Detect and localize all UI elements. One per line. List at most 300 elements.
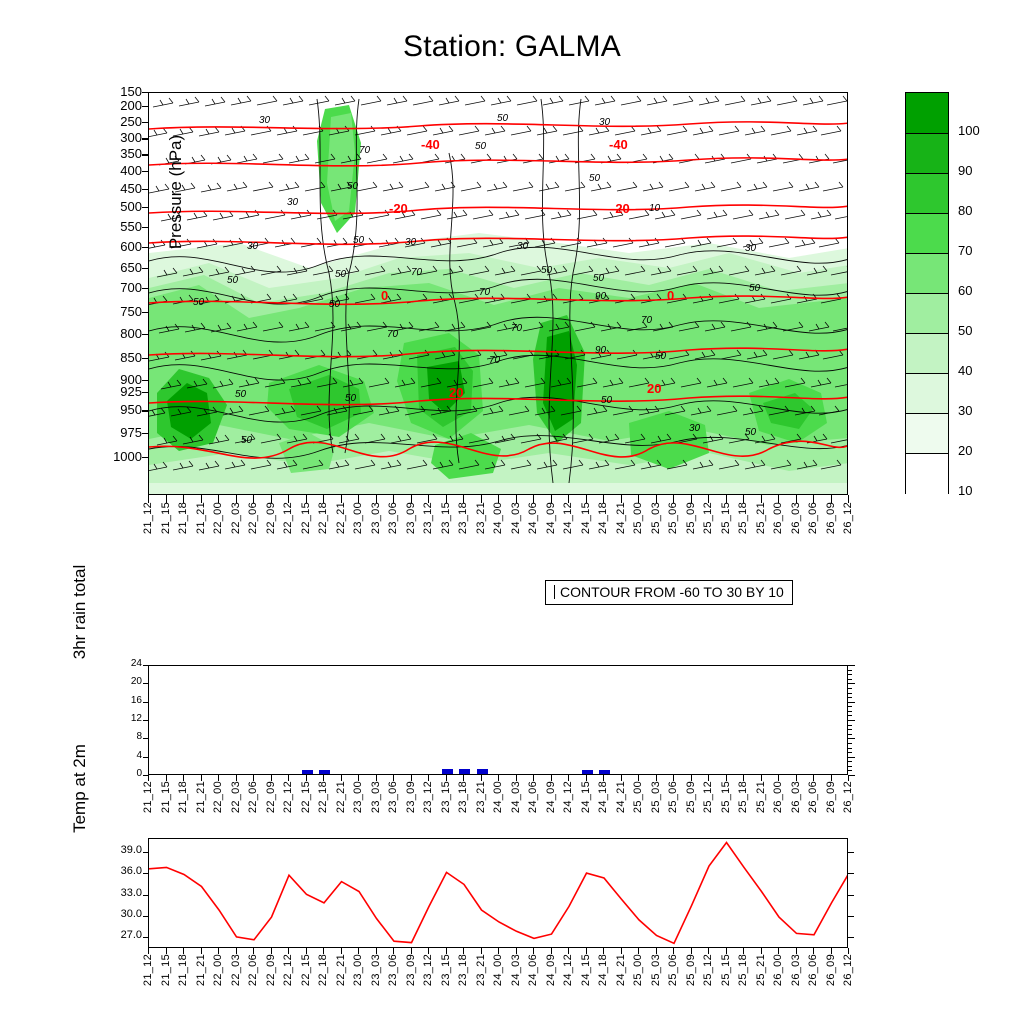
pressure-tick-label: 1000	[113, 448, 142, 464]
time-tick-label: 24_03	[509, 954, 522, 987]
time-tick-label: 23_00	[352, 781, 364, 814]
pressure-tick-label: 600	[120, 239, 142, 255]
contour-label-0-a: 0	[381, 288, 389, 303]
temp-minor-tick	[848, 852, 854, 853]
time-tick-label: 24_18	[597, 954, 609, 987]
iso-label: 30	[689, 423, 701, 434]
rain-minor-tick	[848, 761, 852, 762]
iso-label: 30	[247, 241, 259, 252]
time-tick-label: 21_21	[194, 954, 207, 987]
iso-label: 70	[489, 355, 501, 366]
time-tick-label: 26_12	[842, 954, 854, 987]
time-tick-label: 23_18	[457, 954, 469, 987]
note-divider-icon	[554, 585, 555, 599]
time-tick-label: 22_09	[264, 954, 277, 987]
time-tick-label: 25_06	[667, 781, 679, 814]
pressure-tick-mark	[142, 247, 148, 248]
rain-minor-tick	[848, 665, 855, 666]
iso-label: 30	[517, 241, 529, 252]
time-tick-label: 23_09	[404, 502, 417, 535]
pressure-tick-mark	[142, 433, 148, 434]
time-tick-label: 24_00	[492, 502, 504, 535]
iso-label: 30	[405, 237, 417, 248]
time-tick-label: 22_15	[299, 954, 312, 987]
meteogram-panel	[113, 84, 854, 535]
time-tick-label: 25_09	[684, 781, 697, 814]
colorbar-cell	[906, 453, 948, 494]
rain-tick-mark	[143, 683, 148, 684]
time-tick-label: 21_12	[142, 954, 154, 987]
time-tick-label: 21_15	[159, 781, 172, 814]
time-tick-label: 24_15	[579, 954, 592, 987]
rain-minor-tick	[848, 702, 855, 703]
time-tick-label: 21_15	[159, 502, 172, 535]
contour-label-minus40-a: -40	[421, 137, 440, 152]
time-tick-label: 25_15	[719, 954, 732, 987]
rain-minor-tick	[848, 770, 852, 771]
rain-bar	[477, 769, 488, 774]
time-tick-label: 22_21	[334, 781, 347, 814]
pressure-tick-mark	[142, 410, 148, 411]
iso-label: 30	[259, 115, 271, 126]
time-tick-label: 24_03	[509, 781, 522, 814]
rain-bar	[582, 770, 593, 774]
time-tick-label: 25_03	[649, 502, 662, 535]
colorbar-label: 40	[958, 363, 973, 378]
time-tick-label: 22_18	[317, 781, 329, 814]
colorbar-cell	[906, 293, 948, 334]
time-tick-label: 22_00	[212, 954, 224, 987]
time-tick-label: 25_18	[737, 781, 749, 814]
time-tick-label: 21_12	[142, 781, 154, 814]
colorbar-label: 70	[958, 243, 973, 258]
rain-minor-tick	[848, 683, 855, 684]
time-tick-label: 22_21	[334, 502, 347, 535]
temp-tick-label: 36.0	[120, 865, 142, 878]
colorbar-cell	[906, 213, 948, 254]
time-tick-label: 22_06	[247, 781, 259, 814]
colorbar-label: 20	[958, 443, 973, 458]
iso-label: 50	[593, 273, 605, 284]
rain-tick-mark	[143, 757, 148, 758]
pressure-tick-label: 500	[120, 198, 142, 214]
colorbar-label: 60	[958, 283, 973, 298]
temp-line	[149, 839, 848, 948]
iso-label: 70	[387, 329, 399, 340]
time-tick-label: 25_06	[667, 954, 679, 987]
time-tick-label: 23_12	[422, 954, 434, 987]
time-tick-label: 26_06	[807, 954, 819, 987]
time-tick-label: 24_00	[492, 954, 504, 987]
rain-minor-tick	[848, 729, 852, 730]
iso-label: 50	[749, 283, 761, 294]
rain-minor-tick	[848, 688, 852, 689]
iso-label: 50	[353, 235, 365, 246]
time-tick-label: 22_21	[334, 954, 347, 987]
rain-tick-label: 12	[130, 713, 142, 724]
time-tick-label: 24_18	[597, 502, 609, 535]
pressure-tick-mark	[142, 334, 148, 335]
rain-bar	[442, 769, 453, 774]
time-tick-label: 24_15	[579, 781, 592, 814]
iso-label: 50	[541, 265, 553, 276]
colorbar-label: 50	[958, 323, 973, 338]
time-tick-label: 21_18	[177, 502, 189, 535]
rain-tick-mark	[143, 720, 148, 721]
time-tick-label: 26_00	[772, 502, 784, 535]
temp-tick-mark	[143, 895, 148, 896]
iso-label: 70	[479, 287, 491, 298]
time-tick-label: 25_00	[632, 781, 644, 814]
pressure-tick-mark	[142, 227, 148, 228]
iso-label: 70	[411, 267, 423, 278]
time-tick-label: 23_06	[387, 954, 399, 987]
time-tick-label: 24_21	[614, 781, 627, 814]
iso-label: 30	[599, 117, 611, 128]
pressure-tick-label: 550	[120, 219, 142, 234]
time-tick-label: 25_15	[719, 781, 732, 814]
pressure-tick-mark	[142, 171, 148, 172]
time-tick-label: 26_12	[842, 502, 854, 535]
colorbar-cell	[906, 333, 948, 374]
time-tick-label: 25_18	[737, 954, 749, 987]
rain-tick-label: 16	[130, 694, 142, 706]
time-tick-label: 24_06	[527, 502, 539, 535]
time-tick-label: 23_06	[387, 502, 399, 535]
pressure-tick-mark	[142, 207, 148, 208]
contour-note-text: CONTOUR FROM -60 TO 30 BY 10	[560, 584, 784, 600]
pressure-tick-label: 650	[120, 260, 142, 276]
iso-label: 30	[287, 197, 299, 208]
rain-bar	[599, 770, 610, 774]
rain-minor-tick	[848, 706, 852, 707]
temp-tick-label: 27.0	[120, 929, 142, 942]
time-tick-label: 24_12	[562, 954, 574, 987]
colorbar-cell	[906, 373, 948, 414]
time-tick-label: 26_03	[789, 502, 802, 535]
time-tick-label: 23_03	[369, 781, 382, 814]
colorbar-cell	[906, 173, 948, 214]
time-tick-label: 22_12	[282, 502, 294, 535]
time-tick-label: 26_00	[772, 781, 784, 814]
pressure-tick-label: 800	[120, 325, 142, 341]
time-tick-label: 22_18	[317, 502, 329, 535]
time-tick-label: 24_21	[614, 502, 627, 535]
time-tick-label: 26_09	[824, 954, 837, 987]
temp-tick-mark	[143, 873, 148, 874]
time-tick-label: 25_12	[702, 781, 714, 814]
iso-label: 90	[595, 345, 607, 356]
pressure-tick-label: 150	[120, 84, 142, 99]
rain-minor-tick	[848, 738, 855, 739]
time-tick-label: 25_06	[667, 502, 679, 535]
time-tick-label: 24_09	[544, 954, 557, 987]
time-tick-label: 25_12	[702, 954, 714, 987]
time-tick-label: 24_21	[614, 954, 627, 987]
iso-label: 50	[497, 113, 509, 124]
temperature-contours	[149, 93, 847, 494]
time-tick-label: 26_06	[807, 781, 819, 814]
iso-label: 50	[601, 395, 613, 406]
pressure-tick-label: 200	[120, 98, 142, 114]
time-tick-label: 23_15	[439, 954, 452, 987]
rain-bar	[319, 770, 330, 774]
pressure-tick-mark	[142, 106, 148, 107]
time-tick-label: 22_03	[229, 502, 242, 535]
time-tick-label: 23_15	[439, 781, 452, 814]
iso-label: 50	[193, 297, 205, 308]
time-tick-label: 23_12	[422, 502, 434, 535]
rain-minor-tick	[848, 715, 852, 716]
colorbar-cell	[906, 253, 948, 294]
iso-label: 50	[345, 393, 357, 404]
iso-label: 10	[649, 203, 661, 214]
rain-bar	[302, 770, 313, 774]
time-tick-label: 25_18	[737, 502, 749, 535]
time-tick-label: 24_06	[527, 954, 539, 987]
time-tick-label: 23_03	[369, 502, 382, 535]
rain-minor-tick	[848, 711, 852, 712]
time-tick-label: 24_09	[544, 502, 557, 535]
time-tick-label: 22_00	[212, 502, 224, 535]
time-tick-label: 22_18	[317, 954, 329, 987]
time-tick-label: 24_18	[597, 781, 609, 814]
time-tick-label: 24_09	[544, 781, 557, 814]
time-tick-label: 24_12	[562, 781, 574, 814]
colorbar-label: 10	[958, 483, 973, 498]
time-tick-label: 24_03	[509, 502, 522, 535]
time-tick-label: 25_21	[754, 954, 767, 987]
time-tick-label: 23_06	[387, 781, 399, 814]
temp-tick-mark	[143, 937, 148, 938]
temp-tick-label: 30.0	[120, 908, 142, 921]
temp-minor-tick	[848, 873, 854, 874]
rain-axis-label: 3hr rain total	[70, 564, 89, 660]
rain-minor-tick	[848, 734, 852, 735]
iso-label: 50	[745, 427, 757, 438]
rain-tick-mark	[143, 738, 148, 739]
time-tick-label: 22_06	[247, 954, 259, 987]
time-tick-label: 21_15	[159, 954, 172, 987]
pressure-tick-label: 350	[120, 146, 142, 162]
pressure-tick-label: 750	[120, 303, 142, 319]
rain-tick-mark	[143, 702, 148, 703]
pressure-tick-mark	[142, 380, 148, 381]
iso-label: 70	[511, 323, 523, 334]
time-tick-label: 23_15	[439, 502, 452, 535]
time-tick-label: 24_00	[492, 781, 504, 814]
rain-minor-tick	[848, 766, 852, 767]
time-tick-label: 26_03	[789, 954, 802, 987]
iso-label: 90	[595, 291, 607, 302]
page-title: Station: GALMA	[403, 30, 621, 63]
time-tick-label: 26_09	[824, 781, 837, 814]
time-tick-label: 23_09	[404, 781, 417, 814]
temp-panel	[120, 838, 854, 987]
pressure-tick-mark	[142, 122, 148, 123]
time-tick-label: 23_21	[474, 954, 487, 987]
rain-minor-tick	[848, 757, 855, 758]
time-tick-label: 22_12	[282, 954, 294, 987]
colorbar-label: 100	[958, 123, 980, 138]
rain-minor-tick	[848, 748, 852, 749]
time-tick-label: 21_18	[177, 954, 189, 987]
contour-label-minus20-a: -20	[389, 201, 408, 216]
iso-label: 50	[589, 173, 601, 184]
time-tick-label: 25_12	[702, 502, 714, 535]
time-tick-label: 23_18	[457, 502, 469, 535]
time-tick-label: 22_00	[212, 781, 224, 814]
time-tick-label: 25_03	[649, 954, 662, 987]
colorbar-label: 80	[958, 203, 973, 218]
rain-tick-label: 4	[136, 749, 142, 761]
pressure-tick-label: 850	[120, 349, 142, 365]
temp-tick-mark	[143, 852, 148, 853]
time-tick-label: 25_09	[684, 954, 697, 987]
temp-minor-tick	[848, 895, 854, 896]
rain-bar	[459, 769, 470, 774]
time-tick-label: 23_21	[474, 781, 487, 814]
time-tick-label: 26_12	[842, 781, 854, 814]
contour-label-20-a: 20	[449, 385, 464, 400]
rain-minor-tick	[848, 670, 852, 671]
colorbar-label: 30	[958, 403, 973, 418]
iso-label: 50	[235, 389, 247, 400]
time-tick-label: 25_21	[754, 502, 767, 535]
time-tick-label: 21_12	[142, 502, 154, 535]
time-tick-label: 22_09	[264, 502, 277, 535]
pressure-tick-label: 700	[120, 280, 142, 296]
time-tick-label: 21_18	[177, 781, 189, 814]
iso-label: 50	[475, 141, 487, 152]
time-tick-label: 25_15	[719, 502, 732, 535]
time-tick-label: 26_03	[789, 781, 802, 814]
time-tick-label: 25_00	[632, 502, 644, 535]
time-tick-label: 21_21	[194, 781, 207, 814]
colorbar-cell	[906, 133, 948, 174]
time-tick-label: 23_21	[474, 502, 487, 535]
pressure-tick-label: 400	[120, 162, 142, 178]
pressure-tick-label: 950	[120, 402, 142, 418]
rain-minor-tick	[848, 725, 852, 726]
pressure-tick-mark	[142, 92, 148, 93]
pressure-tick-mark	[142, 312, 148, 313]
rain-plot-area	[148, 665, 848, 775]
time-tick-label: 22_15	[299, 502, 312, 535]
colorbar-cell	[906, 413, 948, 454]
time-tick-label: 22_09	[264, 781, 277, 814]
temp-tick-mark	[143, 916, 148, 917]
rain-minor-tick	[848, 674, 852, 675]
pressure-tick-mark	[142, 138, 148, 139]
pressure-tick-mark	[142, 189, 148, 190]
rain-minor-tick	[848, 743, 852, 744]
time-tick-label: 25_03	[649, 781, 662, 814]
pressure-tick-mark	[142, 457, 148, 458]
pressure-tick-mark	[142, 358, 148, 359]
time-tick-label: 23_12	[422, 781, 434, 814]
rain-tick-mark	[143, 665, 148, 666]
time-tick-label: 22_12	[282, 781, 294, 814]
contour-label-minus20-b: -20	[611, 201, 630, 216]
contour-label-minus40-b: -40	[609, 137, 628, 152]
rain-tick-label: 24	[130, 658, 142, 669]
temp-minor-tick	[848, 937, 854, 938]
time-tick-label: 22_15	[299, 781, 312, 814]
pressure-tick-label: 975	[120, 424, 142, 440]
temp-tick-label: 39.0	[120, 844, 142, 857]
iso-label: 50	[227, 275, 239, 286]
time-tick-label: 23_18	[457, 781, 469, 814]
pressure-tick-mark	[142, 288, 148, 289]
pressure-tick-mark	[142, 154, 148, 155]
meteogram-plot-area	[148, 92, 848, 495]
pressure-tick-label: 300	[120, 130, 142, 146]
rain-minor-tick	[848, 697, 852, 698]
rain-minor-tick	[848, 752, 852, 753]
contour-note	[545, 580, 793, 605]
time-tick-label: 23_03	[369, 954, 382, 987]
pressure-tick-mark	[142, 268, 148, 269]
rain-tick-label: 8	[136, 731, 142, 743]
temp-plot-area	[148, 838, 848, 948]
iso-label: 50	[655, 351, 667, 362]
iso-label: 70	[359, 145, 371, 156]
pressure-tick-label: 450	[120, 180, 142, 196]
time-tick-label: 21_21	[194, 502, 207, 535]
rain-tick-label: 20	[130, 676, 142, 688]
time-tick-label: 23_09	[404, 954, 417, 987]
pressure-tick-mark	[142, 392, 148, 393]
time-tick-label: 25_00	[632, 954, 644, 987]
iso-label: 50	[335, 269, 347, 280]
rain-minor-tick	[848, 679, 852, 680]
contour-label-0-b: 0	[667, 288, 675, 303]
iso-label: 30	[745, 243, 757, 254]
iso-label: 70	[641, 315, 653, 326]
time-tick-label: 25_09	[684, 502, 697, 535]
time-tick-label: 26_09	[824, 502, 837, 535]
temp-tick-label: 33.0	[120, 886, 142, 899]
iso-label: 50	[329, 299, 341, 310]
iso-label: 50	[241, 435, 253, 446]
time-tick-label: 23_00	[352, 954, 364, 987]
time-tick-label: 24_15	[579, 502, 592, 535]
time-tick-label: 22_06	[247, 502, 259, 535]
colorbar-cell	[906, 93, 948, 133]
pressure-tick-label: 250	[120, 114, 142, 130]
time-tick-label: 24_06	[527, 781, 539, 814]
colorbar-label: 90	[958, 163, 973, 178]
contour-label-20-b: 20	[647, 381, 662, 396]
temp-axis-label: Temp at 2m	[70, 744, 89, 833]
time-tick-label: 22_03	[229, 954, 242, 987]
time-tick-label: 26_06	[807, 502, 819, 535]
time-tick-label: 22_03	[229, 781, 242, 814]
time-tick-label: 23_00	[352, 502, 364, 535]
time-tick-label: 24_12	[562, 502, 574, 535]
time-tick-label: 26_00	[772, 954, 784, 987]
pressure-tick-label: 900	[120, 372, 142, 388]
humidity-colorbar	[905, 92, 949, 494]
pressure-axis-label: Pressure (hPa)	[166, 134, 185, 250]
rain-minor-tick	[848, 693, 852, 694]
iso-label: 50	[347, 181, 359, 192]
time-tick-label: 25_21	[754, 781, 767, 814]
rain-minor-tick	[848, 720, 855, 721]
rain-panel	[130, 658, 854, 814]
temp-minor-tick	[848, 916, 854, 917]
